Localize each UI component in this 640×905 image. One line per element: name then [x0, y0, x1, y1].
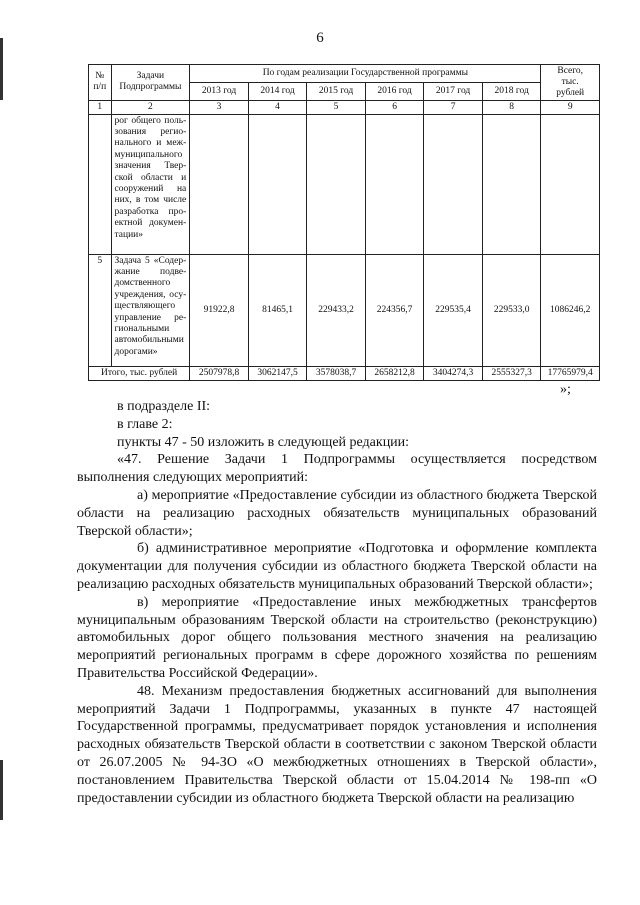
value-cell: 229533,0 — [482, 254, 541, 366]
index-cell: 9 — [541, 100, 600, 114]
index-cell: 1 — [89, 100, 112, 114]
total-row — [89, 366, 600, 380]
value-cell: 1086246,2 — [541, 254, 600, 366]
table-cell — [89, 114, 112, 254]
index-cell: 3 — [190, 100, 249, 114]
margin-mark-bottom — [0, 760, 3, 820]
paragraph-48: 48. Механизм предоставления бюджетных ассигнований для выполнения мероприятий Задачи 1 Подпрограммы, указанных в пункте 47 настоящей Государственной программы, предусматривает порядок установления и исполнения расходных обязательств Тверской области в соответствии с законом Тверской области от 26.07.2005 № 94-ЗО «О межбюджетных отношениях в Тверской области», постановлением Правительства Тверской области от 15.04.2014 № 198-пп «О предоставлении субсидии из областного бюджета Тверской области на реализацию — [77, 683, 597, 806]
header-year: 2013 год — [190, 82, 249, 100]
value-cell: 229433,2 — [307, 254, 366, 366]
header-total: Всего, тыс. рублей — [541, 65, 600, 101]
total-value: 17765979,4 — [541, 366, 600, 380]
header-year: 2018 год — [482, 82, 541, 100]
index-cell: 6 — [365, 100, 424, 114]
index-cell: 5 — [307, 100, 366, 114]
index-cell: 2 — [111, 100, 190, 114]
budget-table — [88, 64, 600, 381]
paragraph-47: «47. Решение Задачи 1 Подпрограммы осуществляется посредством выполнения следующих мероприятий: — [77, 452, 597, 486]
table-row — [89, 254, 600, 366]
total-value: 2507978,8 — [190, 366, 249, 380]
paragraph-a: а) мероприятие «Предоставление субсидии из областного бюджета Тверской области на реализацию расходных обязательств муниципальных образований Тверской области»; — [77, 487, 597, 539]
total-value: 3062147,5 — [248, 366, 307, 380]
table-cell — [190, 114, 249, 254]
header-year: 2015 год — [307, 82, 366, 100]
row-number: 5 — [89, 254, 112, 366]
value-cell: 81465,1 — [248, 254, 307, 366]
table-header-row — [89, 65, 600, 83]
header-year: 2017 год — [424, 82, 483, 100]
value-cell: 224356,7 — [365, 254, 424, 366]
table-cell — [424, 114, 483, 254]
margin-mark-top — [0, 38, 3, 100]
header-year: 2016 год — [365, 82, 424, 100]
total-value: 3404274,3 — [424, 366, 483, 380]
index-cell: 4 — [248, 100, 307, 114]
paragraph-line: в подразделе II: — [117, 399, 211, 414]
total-label: Итого, тыс. рублей — [89, 366, 190, 380]
index-cell: 8 — [482, 100, 541, 114]
paragraph-c: в) мероприятие «Предоставление иных межбюджетных трансфертов муниципальным образованиям Тверской области на строительство (реконструкцию) автомобильных дорог общего пользования местного значения на реализацию мероприятий региональных программ в сфере дорожного хозяйства по решениям Правительства Российской Федерации». — [77, 594, 597, 681]
total-value: 2555327,3 — [482, 366, 541, 380]
header-year: 2014 год — [248, 82, 307, 100]
value-cell: 91922,8 — [190, 254, 249, 366]
header-task: Задачи Подпрограммы — [111, 65, 190, 101]
paragraph-line: в главе 2: — [117, 416, 173, 432]
value-cell: 229535,4 — [424, 254, 483, 366]
header-years-group: По годам реализации Государственной программы — [190, 65, 541, 83]
task-cell: рог общего поль-зования регио-нального и меж-муниципального значения Твер-ской области и сооружений на них, в том числе разработка про-ектной докумен-тации» — [111, 114, 190, 254]
page-number: 6 — [316, 30, 324, 46]
header-num: № п/п — [89, 65, 112, 101]
table-cell — [307, 114, 366, 254]
index-cell: 7 — [424, 100, 483, 114]
total-value: 3578038,7 — [307, 366, 366, 380]
table-cell — [482, 114, 541, 254]
task-cell: Задача 5 «Содер-жание подве-домственного учреждения, осу-ществляющего управление ре-гиональными автомобильными дорогами» — [111, 254, 190, 366]
table-index-row — [89, 100, 600, 114]
table-cell — [541, 114, 600, 254]
table-row — [89, 114, 600, 254]
table-cell — [248, 114, 307, 254]
paragraph-line: пункты 47 - 50 изложить в следующей редакции: — [117, 434, 410, 450]
table-cell — [365, 114, 424, 254]
paragraph-b: б) административное мероприятие «Подготовка и оформление комплекта документации для получения субсидии из областного бюджета Тверской области на реализацию расходных обязательств муниципальных образований Тверской области»; — [77, 541, 597, 592]
body-text — [77, 398, 597, 807]
total-value: 2658212,8 — [365, 366, 424, 380]
closing-quote: »; — [560, 382, 571, 397]
